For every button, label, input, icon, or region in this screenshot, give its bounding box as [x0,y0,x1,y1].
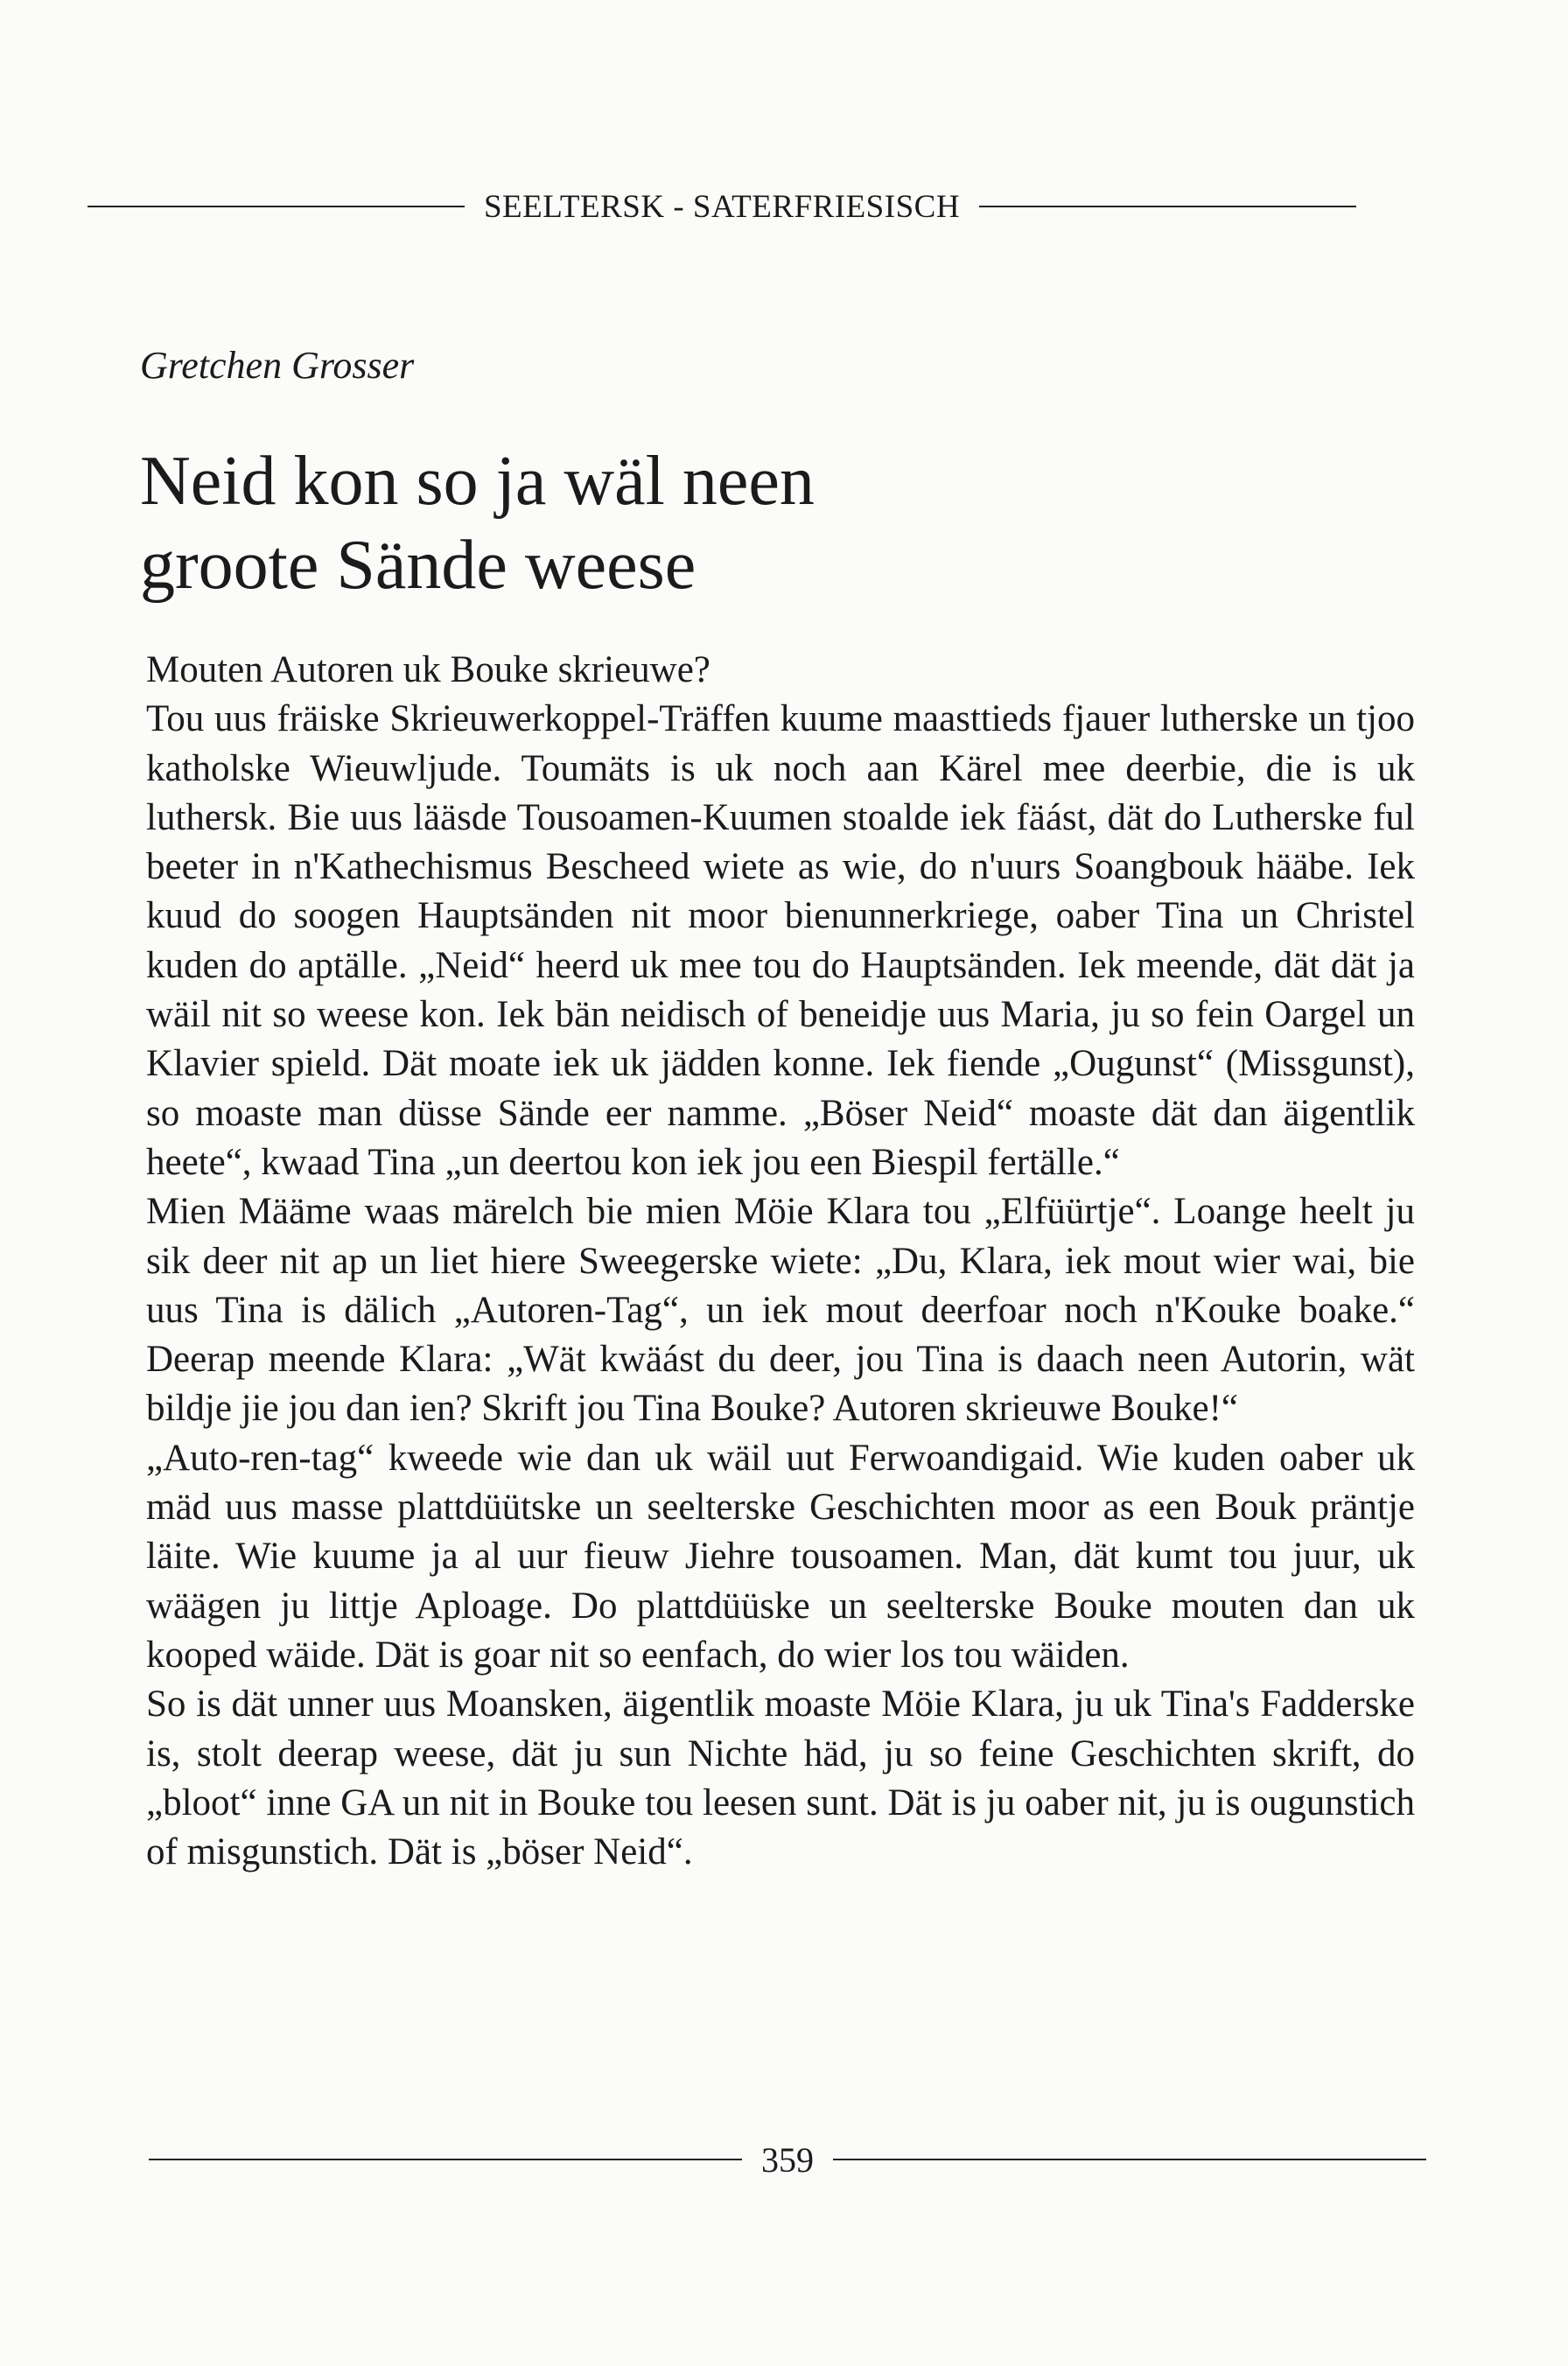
header-rule-right [979,206,1356,207]
running-header-text: SEELTERSK - SATERFRIESISCH [483,188,961,225]
running-header [88,182,1356,231]
title-line: groote Sände weese [140,527,696,604]
body-paragraph: „Auto-ren-tag“ kweede wie dan uk wäil uut Ferwoandigaid. Wie kuden oaber uk mäd uus masse plattdüütske un seelterske Geschichten moor as een Bouk präntje läite. Wie kuume ja al uur fieuw Jiehre tousoamen. Man, dät kumt tou juur, uk wäägen ju littje Aploage. Do plattdüüske un seelterske Bouke mouten dan uk kooped wäide. Dät is goar nit so eenfach, do wier los tou wäiden. [146,1437,1415,1676]
title-line: Neid kon so ja wäl neen [140,443,815,520]
author-name: Gretchen Grosser [140,344,415,387]
body-paragraph: Tou uus fräiske Skrieuwerkoppel-Träffen kuume maasttieds fjauer lutherske un tjoo katholske Wieuwljude. Toumäts is uk noch aan Kärel mee deerbie, die is uk luthersk. Bie uus lääsde Tousoamen-Kuumen stoalde iek fäást, dät do Lutherske ful beeter in n'Kathechismus Bescheed wiete as wie, do n'uurs Soangbouk hääbe. Iek kuud do soogen Hauptsänden nit moor bienunnerkriege, oaber Tina un Christel kuden do aptälle. „Neid“ heerd uk mee tou do Hauptsänden. Iek meende, dät dät ja wäil nit so weese kon. Iek bän neidisch of beneidje uus Maria, ju so fein Oargel un Klavier spield. Dät moate iek uk jädden konne. Iek fiende „Ougunst“ (Missgunst), so moaste man düsse Sände eer namme. „Böser Neid“ moaste dät dan äigentlik heete“, kwaad Tina „un deertou kon iek jou een Biespil fertälle.“ [146,698,1415,1183]
body-paragraph: So is dät unner uus Moansken, äigentlik moaste Möie Klara, ju uk Tina's Fadderske is, stolt deerap weese, dät ju sun Nichte häd, ju so feine Geschichten skrift, do „bloot“ inne GA un nit in Bouke tou leesen sunt. Dät is ju oaber nit, ju is ougunstich of misgunstich. Dät is „böser Neid“. [146,1684,1415,1873]
body-paragraph: Mien Määme waas märelch bie mien Möie Klara tou „Elfüürtje“. Loange heelt ju sik deer nit ap un liet hiere Sweegerske wiete: „Du, Klara, iek mout wier wai, bie uus Tina is dälich „Autoren-Tag“, un iek mout deerfoar noch n'Kouke boake.“ Deerap meende Klara: „Wät kwäást du deer, jou Tina is daach neen Autorin, wät bildje jie jou dan ien? Skrift jou Tina Bouke? Autoren skrieuwe Bouke!“ [146,1191,1415,1430]
article-body [146,646,1415,1877]
article-title [140,439,815,607]
header-rule-left [88,206,465,207]
footer-rule-left [149,2159,742,2160]
body-paragraph: Mouten Autoren uk Bouke skrieuwe? [146,649,710,690]
page-number: 359 [761,2139,814,2180]
page-footer [149,2135,1426,2184]
footer-rule-right [833,2159,1426,2160]
